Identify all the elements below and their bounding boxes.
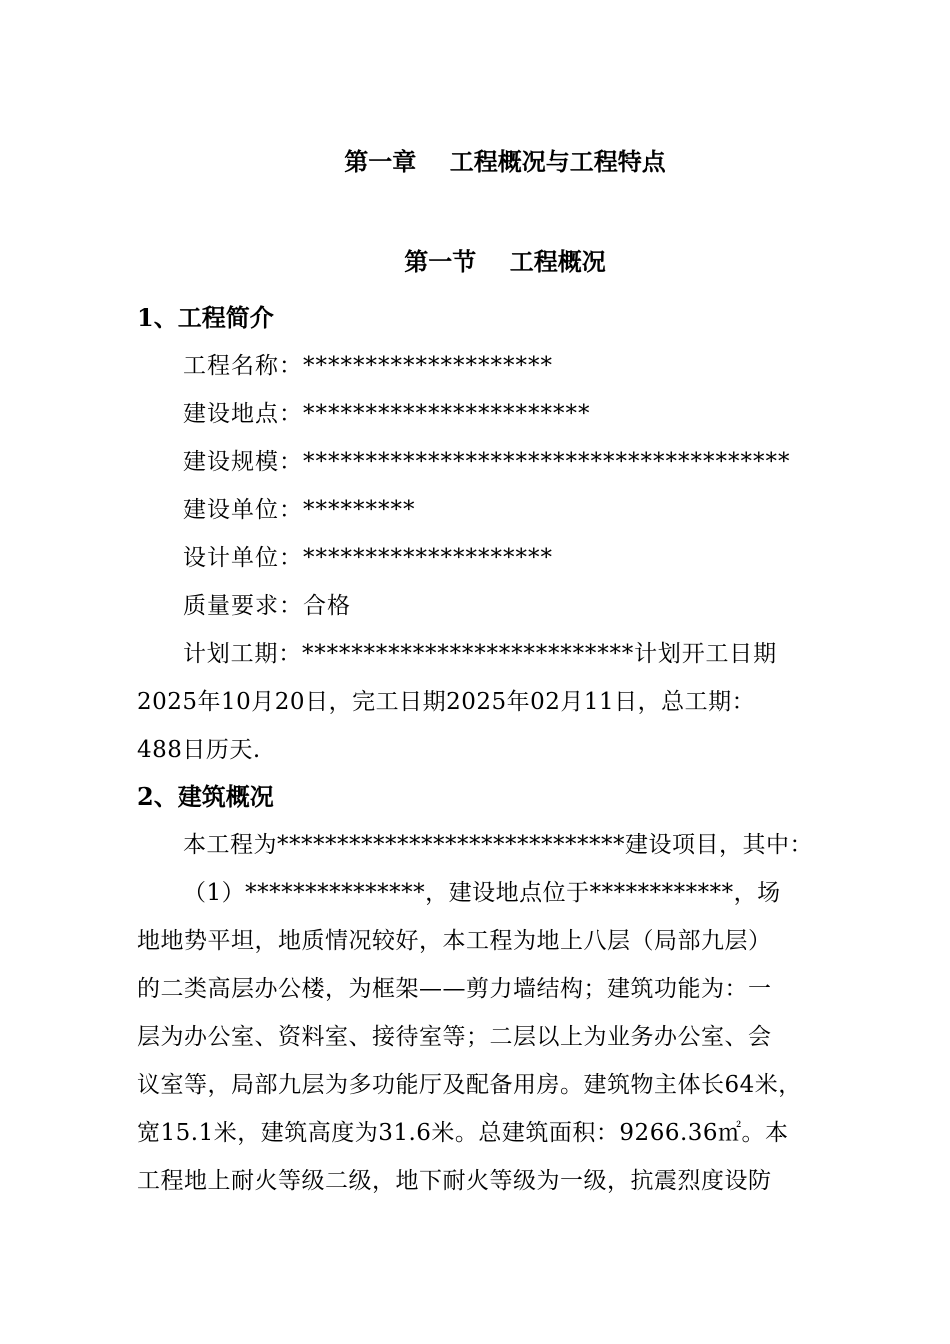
building-heading: 2、建筑概况 [137, 782, 274, 811]
schedule-line: 2025年10月20日，完工日期2025年02月11日，总工期： [137, 689, 756, 715]
paragraph-line: 的二类高层办公楼，为框架——剪力墙结构；建筑功能为：一 [137, 976, 772, 1002]
field-location: 建设地点：*********************** [183, 401, 591, 427]
field-quality: 质量要求：合格 [183, 593, 351, 619]
paragraph-line: 议室等，局部九层为多功能厅及配备用房。建筑物主体长64米， [137, 1072, 802, 1098]
field-scale: 建设规模：*************************************** [183, 449, 791, 475]
schedule-line: 488日历天. [137, 737, 261, 763]
paragraph-line: 本工程为*****************************建设项目，其中： [183, 832, 813, 858]
field-owner: 建设单位：********* [183, 497, 416, 523]
field-designer: 设计单位：******************** [183, 545, 553, 571]
schedule-line: 计划工期：***************************计划开工日期 [183, 641, 777, 667]
paragraph-line: （1）***************，建设地点位于************，场 [183, 880, 781, 906]
field-project-name: 工程名称：******************** [183, 353, 553, 379]
intro-heading: 1、工程简介 [137, 303, 274, 332]
chapter-title: 第一章 工程概况与工程特点 [344, 147, 666, 176]
paragraph-line: 宽15.1米，建筑高度为31.6米。总建筑面积：9266.36㎡。本 [137, 1120, 789, 1146]
paragraph-line: 工程地上耐火等级二级，地下耐火等级为一级，抗震烈度设防 [137, 1168, 772, 1194]
paragraph-line: 地地势平坦，地质情况较好，本工程为地上八层（局部九层） [137, 928, 772, 954]
paragraph-line: 层为办公室、资料室、接待室等；二层以上为业务办公室、会 [137, 1024, 772, 1050]
section-title: 第一节 工程概况 [404, 247, 606, 276]
